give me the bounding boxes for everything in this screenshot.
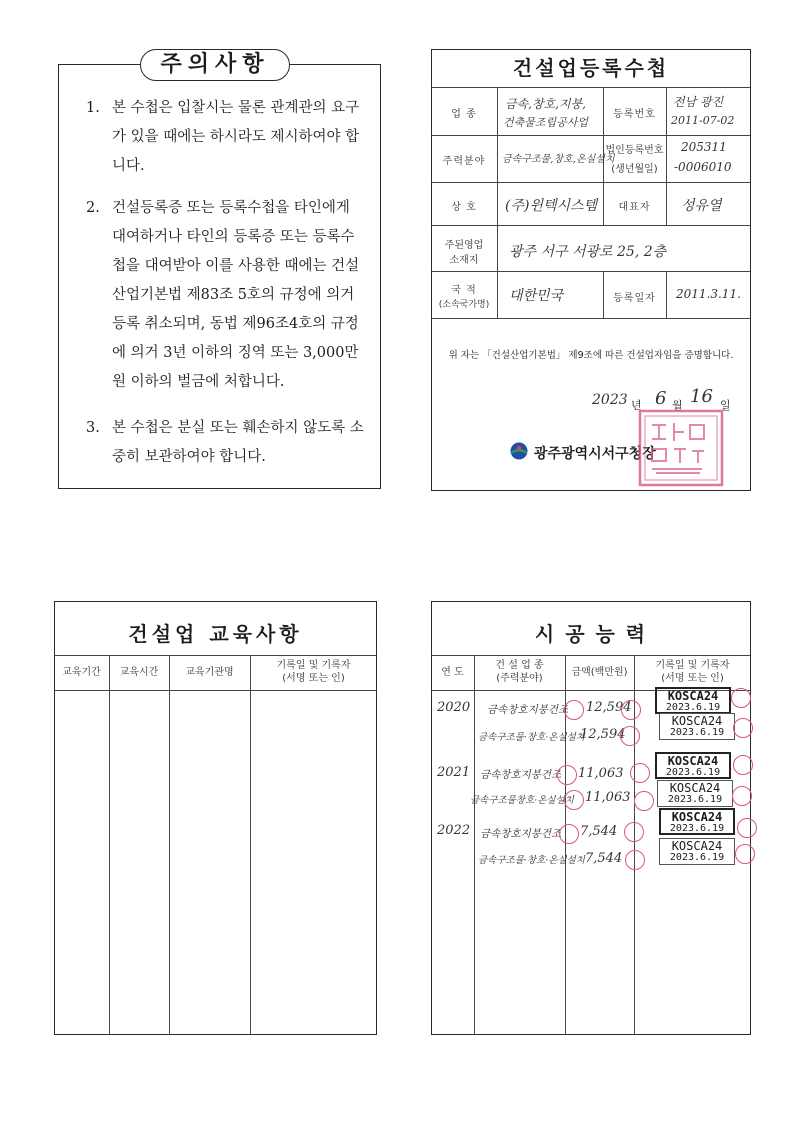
seal-icon (564, 700, 584, 720)
divider (431, 87, 751, 88)
label-reg-date: 등록일자 (613, 293, 656, 304)
seal-icon (732, 786, 752, 806)
label-rep: 대표자 (618, 202, 651, 213)
seal-icon (634, 791, 654, 811)
value-rep: 성유열 (681, 198, 722, 214)
label-nation-1: 국 적 (451, 285, 477, 296)
row-type: 금속창호지붕건조 (487, 704, 569, 716)
value-reg-no-1: 전남 광진 (673, 95, 724, 109)
issue-month: 6 (655, 388, 667, 409)
row-year: 2022 (437, 823, 471, 838)
capability-col-year: 연 도 (441, 667, 464, 678)
kosca-stamp (657, 780, 733, 807)
divider (250, 655, 251, 1035)
row-type: 금속구조물창호·온실설치 (470, 795, 574, 806)
label-business: 업 종 (451, 109, 477, 120)
kosca-stamp (659, 808, 735, 835)
education-title: 건설업 교육사항 (128, 622, 303, 646)
seal-icon (625, 850, 645, 870)
seal-icon (559, 824, 579, 844)
year-unit: 년 (631, 399, 642, 412)
notice-item-2 (86, 194, 366, 397)
notice-item-text: 본 수첩은 입찰시는 물론 관계관의 요구가 있을 때에는 하시라도 제시하여야 합니다. (112, 100, 360, 174)
stamp-date: 2023.6.19 (667, 794, 723, 805)
capability-col-type-sub: (주력분야) (496, 673, 543, 684)
value-reg-no-2: 2011-07-02 (671, 114, 735, 127)
seal-icon (630, 763, 650, 783)
divider (431, 655, 751, 656)
education-col-sign: (서명 또는 인) (282, 673, 345, 684)
stamp-date: 2023.6.19 (665, 767, 721, 778)
value-corp-no-2: -0006010 (674, 160, 732, 174)
education-col-hours: 교육시간 (119, 667, 159, 678)
divider (431, 271, 751, 272)
row-year: 2021 (437, 765, 471, 780)
divider (169, 655, 170, 1035)
seal-icon (733, 718, 753, 738)
issue-day: 16 (690, 386, 713, 407)
notice-item-number: 1. (86, 100, 100, 116)
value-business-1: 금속,창호,지붕, (505, 97, 586, 111)
notice-item-1 (86, 94, 366, 181)
seal-icon (621, 700, 641, 720)
stamp-label: KOSCA24 (671, 839, 723, 853)
divider (109, 655, 110, 1035)
kosca-stamp (659, 838, 735, 865)
seal-icon (564, 790, 584, 810)
seal-icon (733, 755, 753, 775)
row-type: 금속구조물·창호·온실설치 (478, 855, 585, 866)
stamp-label: KOSCA24 (671, 810, 723, 824)
divider (54, 655, 377, 656)
value-reg-date: 2011.3.11. (676, 287, 741, 301)
value-main-field: 금속구조물,창호,온실설치 (502, 154, 615, 165)
capability-col-amount: 금액(백만원) (571, 667, 628, 678)
month-unit: 월 (672, 399, 683, 412)
label-birth: (생년월일) (611, 164, 658, 175)
divider (666, 271, 667, 318)
stamp-date: 2023.6.19 (669, 823, 725, 834)
row-amount: 7,544 (585, 851, 623, 866)
seal-icon (624, 822, 644, 842)
row-amount: 11,063 (578, 766, 624, 781)
label-address-2: 소재지 (449, 255, 479, 266)
education-col-record: 기록일 및 기록자 (276, 660, 351, 671)
divider (54, 690, 377, 691)
education-col-institution: 교육기관명 (185, 667, 234, 678)
official-seal-icon (636, 407, 726, 489)
seal-icon (737, 818, 757, 838)
stamp-label: KOSCA24 (667, 754, 719, 768)
row-type: 금속창호지붕건조 (480, 828, 562, 840)
label-name: 상 호 (451, 202, 477, 213)
row-amount: 7,544 (580, 824, 618, 839)
notice-item-text: 건설등록증 또는 등록수첩을 타인에게 대여하거나 타인의 등록증 또는 등록수첩을 대여받아 이를 사용한 때에는 건설산업기본법 제83조 5호의 규정에 의거 등록 취소되며, 동법 제96조4호의 규정에 의거 3년 이하의 징역 또는 3,000만원 이하의 벌금에 처합니다. (112, 200, 360, 390)
education-col-period: 교육기간 (62, 667, 101, 678)
seal-icon (557, 765, 577, 785)
notice-item-number: 2. (86, 200, 100, 216)
divider (666, 87, 667, 225)
issuer-name: 광주광역시서구청장 (534, 446, 656, 462)
row-year: 2020 (437, 700, 471, 715)
divider (474, 655, 475, 1035)
notice-title: 주의사항 (140, 49, 290, 81)
stamp-date: 2023.6.19 (665, 702, 721, 713)
label-reg-no: 등록번호 (613, 109, 656, 120)
day-unit: 일 (720, 399, 731, 412)
label-address-1: 주된영업 (444, 240, 484, 251)
label-corp-no: 법인등록번호 (605, 145, 664, 156)
value-address: 광주 서구 서광로 25, 2층 (509, 244, 667, 260)
notice-item-text: 본 수첩은 분실 또는 훼손하지 않도록 소중히 보관하여야 합니다. (112, 420, 364, 465)
row-type: 금속창호지붕건조 (480, 769, 562, 781)
certification-text: 위 자는 「건설산업기본법」 제9조에 따른 건설업자임을 증명합니다. (448, 350, 734, 361)
stamp-date: 2023.6.19 (669, 852, 725, 863)
row-type: 금속구조물·창호·온실설치 (478, 732, 585, 743)
divider (431, 135, 751, 136)
kosca-stamp (655, 687, 731, 714)
label-nation-2: (소속국가명) (438, 300, 490, 310)
row-amount: 12,594 (580, 727, 626, 742)
value-corp-no-1: 205311 (681, 140, 727, 154)
divider (431, 225, 751, 226)
kosca-stamp (659, 713, 735, 740)
stamp-date: 2023.6.19 (669, 727, 725, 738)
capability-title: 시 공 능 력 (534, 622, 648, 646)
capability-col-sign: (서명 또는 인) (661, 673, 724, 684)
seal-icon (620, 726, 640, 746)
row-amount: 11,063 (585, 790, 631, 805)
notice-item-number: 3. (86, 420, 100, 436)
divider (431, 182, 751, 183)
district-emblem-icon (510, 442, 528, 460)
value-business-2: 건축물조립공사업 (503, 116, 589, 129)
stamp-label: KOSCA24 (671, 714, 723, 728)
value-nation: 대한민국 (509, 288, 564, 304)
value-name: (주)윈텍시스템 (505, 198, 598, 214)
issue-year: 2023 (592, 392, 628, 408)
row-amount: 12,594 (586, 700, 632, 715)
seal-icon (735, 844, 755, 864)
registration-title: 건설업등록수첩 (512, 56, 670, 80)
label-main-field: 주력분야 (442, 156, 486, 167)
divider (431, 318, 751, 319)
seal-icon (731, 688, 751, 708)
stamp-label: KOSCA24 (667, 689, 719, 703)
kosca-stamp (655, 752, 731, 779)
capability-col-record: 기록일 및 기록자 (655, 660, 730, 671)
notice-item-3 (86, 414, 366, 472)
stamp-label: KOSCA24 (669, 781, 721, 795)
divider (497, 87, 498, 318)
capability-col-type: 건 설 업 종 (495, 660, 544, 671)
